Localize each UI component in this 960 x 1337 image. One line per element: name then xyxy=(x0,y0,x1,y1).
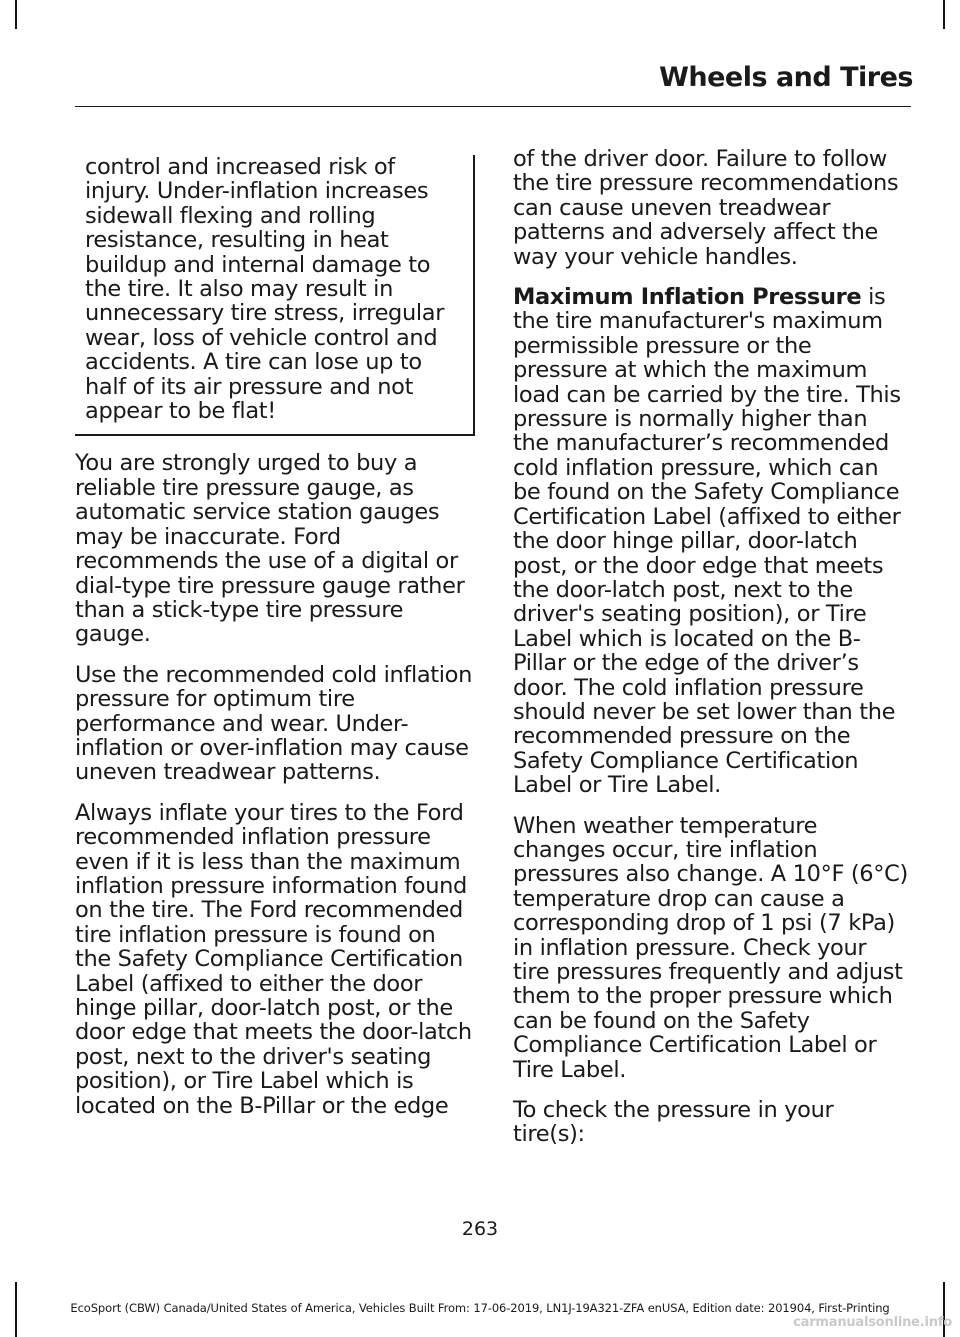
left-column xyxy=(75,155,475,1134)
check-pressure-intro: To check the pressure in your tire(s): xyxy=(513,1097,834,1148)
weather-paragraph: When weather temperature changes occur, tire inflation pressures also change. A 10°F (6°C) temperature drop can cause a corresponding drop of 1 psi (7 kPa) in inflation pressure. Check your tire pressures frequently and adjust them to the proper pressure which can be found on the Safety Compliance Certification Label or Tire Label. xyxy=(513,812,908,1083)
max-pressure-term: Maximum Inflation Pressure xyxy=(513,284,862,311)
watermark-link[interactable]: carmanualsonline.info xyxy=(793,1315,952,1330)
max-pressure-text: is the tire manufacturer's maximum permissible pressure or the pressure at which the maximum load can be carried by the tire. This pressure is normally higher than the manufacturer’s recommended cold inflation pressure, which can be found on the Safety Compliance Certification Label (affixed to either the door hinge pillar, door-latch post, or the door edge that meets the door-latch post, next to the driver's seating position), or Tire Label which is located on the B-Pillar or the edge of the driver’s door. The cold inflation pressure should never be set lower than the recommended pressure on the Safety Compliance Certification Label or Tire Label. xyxy=(513,284,901,799)
gauge-paragraph: You are strongly urged to buy a reliable tire pressure gauge, as automatic service station gauges may be inaccurate. Ford recommends the use of a digital or dial-type tire pressure gauge rather than a stick-type tire pressure gauge. xyxy=(75,450,465,648)
continuation-paragraph: of the driver door. Failure to follow the tire pressure recommendations can cause uneven treadwear patterns and adversely affect the way your vehicle handles. xyxy=(513,146,899,270)
page-header-title: Wheels and Tires xyxy=(659,62,913,93)
cold-inflation-paragraph: Use the recommended cold inflation pressure for optimum tire performance and wear. Under-inflation or over-inflation may cause uneven treadwear patterns. xyxy=(75,661,472,786)
page-number: 263 xyxy=(461,1218,499,1240)
warning-box xyxy=(75,155,475,436)
crop-mark-top-left xyxy=(15,0,17,29)
right-column xyxy=(513,147,909,1163)
warning-text: control and increased risk of injury. Under-inflation increases sidewall flexing and rolling resistance, resulting in heat buildup and internal damage to the tire. It also may result in unnecessary tire stress, irregular wear, loss of vehicle control and accidents. A tire can lose up to half of its air pressure and not appear to be flat! xyxy=(85,154,445,425)
crop-mark-top-right xyxy=(943,0,945,29)
max-pressure-paragraph xyxy=(513,285,909,798)
ford-recommended-paragraph: Always inflate your tires to the Ford recommended inflation pressure even if it is less than the maximum inflation pressure information found on the tire. The Ford recommended tire inflation pressure is found on the Safety Compliance Certification Label (affixed to either the door hinge pillar, door-latch post, or the door edge that meets the door-latch post, next to the driver's seating position), or Tire Label which is located on the B-Pillar or the edge xyxy=(75,799,472,1119)
header-rule xyxy=(75,106,911,107)
edition-note: EcoSport (CBW) Canada/United States of America, Vehicles Built From: 17-06-2019, LN1J-19A321-ZFA enUSA, Edition date: 201904, First-Printing xyxy=(70,1301,890,1315)
